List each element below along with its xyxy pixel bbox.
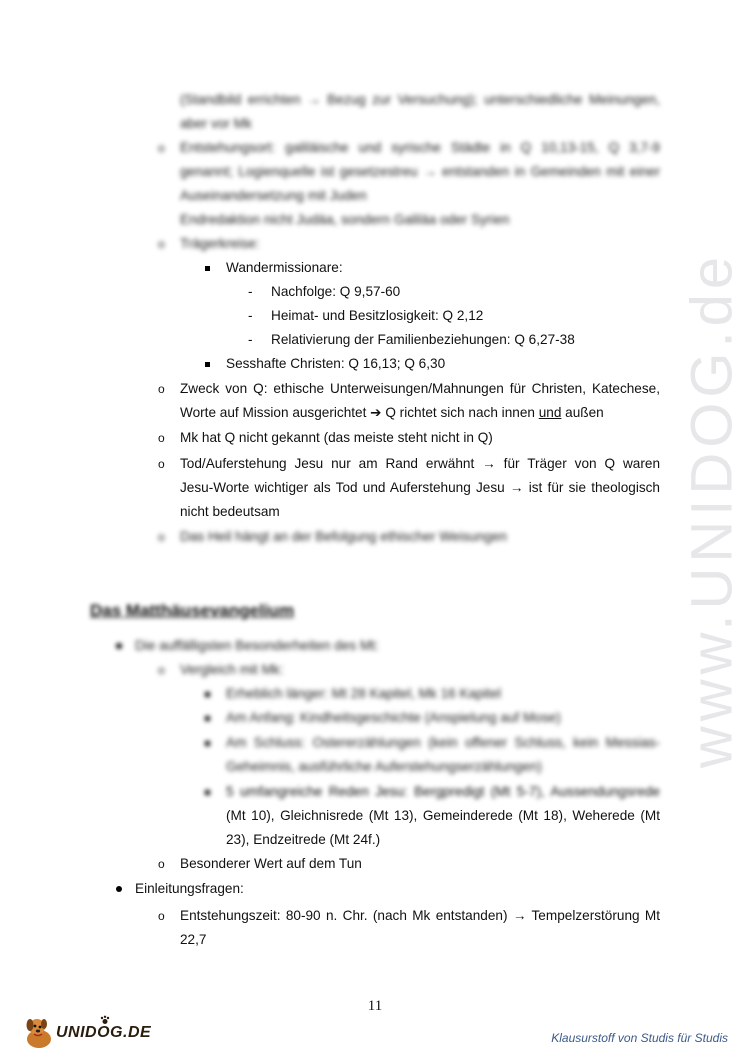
blurred-line: genannt; Logienquelle ist gesetzestreu → entstanden in Gemeinden mit einer	[180, 164, 660, 179]
arrow-icon: ➔	[370, 405, 382, 420]
paragraph-line: Besonderer Wert auf dem Tun	[180, 856, 362, 871]
paragraph-line: 22,7	[180, 932, 207, 947]
list-marker-bullet	[116, 643, 122, 649]
list-item-text: Relativierung der Familienbeziehungen: Q 6,27-38	[271, 332, 575, 347]
blurred-line: Am Schluss: Ostererzählungen (kein offener Schluss, kein Messias-	[226, 735, 660, 750]
list-marker-dash: -	[248, 308, 253, 323]
paragraph-line: Einleitungsfragen:	[135, 881, 244, 896]
list-marker-square	[205, 716, 210, 721]
list-marker-square	[205, 266, 210, 271]
list-item-text: Wandermissionare:	[226, 260, 343, 275]
list-marker-dash: -	[248, 332, 253, 347]
blurred-line: Entstehungsort: galiläische und syrische Städte in Q 10,13-15, Q 3,7-9	[180, 140, 660, 155]
blurred-line: Das Heil hängt an der Befolgung ethischer Weisungen	[180, 529, 507, 544]
page-number: 11	[367, 998, 383, 1014]
footer-tagline: Klausurstoff von Studis für Studis	[551, 1031, 728, 1045]
list-marker-circle: o	[158, 141, 165, 155]
blurred-line: Erheblich länger: Mt 28 Kapitel, Mk 16 Kapitel	[226, 686, 502, 701]
list-marker-circle: o	[158, 431, 165, 445]
blurred-line: (Standbild errichten → Bezug zur Versuchung); unterschiedliche Meinungen,	[180, 92, 660, 107]
list-item-text: Nachfolge: Q 9,57-60	[271, 284, 401, 299]
blurred-line: Geheimnis, ausführliche Auferstehungserzählungen)	[226, 759, 542, 774]
list-item-text: Sesshafte Christen: Q 16,13; Q 6,30	[226, 356, 446, 371]
paragraph-line: (Mt 10), Gleichnisrede (Mt 13), Gemeinderede (Mt 18), Weherede (Mt	[226, 808, 660, 823]
blurred-line: Trägerkreise:	[180, 236, 260, 251]
paragraph-line: Worte auf Mission ausgerichtet ➔ Q richtet sich nach innen und außen	[180, 405, 604, 420]
paragraph-line: 23), Endzeitrede (Mt 24f.)	[226, 832, 381, 847]
list-marker-circle: o	[158, 457, 165, 471]
paragraph-line: Jesu-Worte wichtiger als Tod und Auferstehung Jesu → ist für sie theologisch	[180, 480, 660, 495]
blurred-line: 5 umfangreiche Reden Jesu: Bergpredigt (Mt 5-7), Aussendungsrede	[226, 784, 660, 799]
blurred-line: Vergleich mit Mk:	[180, 662, 284, 677]
blurred-line: aber vor Mk	[180, 116, 252, 131]
list-marker-circle: o	[158, 382, 165, 396]
dog-icon	[22, 1015, 56, 1051]
blurred-line: Die auffälligsten Besonderheiten des Mt:	[135, 638, 379, 653]
logo-text: UNIDOG.DE	[56, 1024, 152, 1041]
unidog-logo[interactable]	[22, 1015, 157, 1053]
list-marker-circle: o	[158, 909, 165, 923]
paragraph-line: Entstehungszeit: 80-90 n. Chr. (nach Mk entstanden) → Tempelzerstörung Mt	[180, 908, 660, 923]
list-marker-square	[205, 741, 210, 746]
list-marker-circle: o	[158, 857, 165, 871]
list-marker-bullet	[116, 886, 122, 892]
paragraph-line: Mk hat Q nicht gekannt (das meiste steht nicht in Q)	[180, 430, 493, 445]
paragraph-line: Tod/Auferstehung Jesu nur am Rand erwähnt → für Träger von Q waren	[180, 456, 660, 471]
blurred-line: Am Anfang: Kindheitsgeschichte (Anspielung auf Mose)	[226, 710, 561, 725]
list-marker-dash: -	[248, 284, 253, 299]
list-marker-circle: o	[158, 237, 165, 251]
list-marker-square	[205, 362, 210, 367]
blurred-line: Auseinandersetzung mit Juden	[180, 188, 367, 203]
list-marker-square	[205, 790, 210, 795]
list-marker-circle: o	[158, 530, 165, 544]
paragraph-line: nicht bedeutsam	[180, 504, 280, 519]
list-marker-square	[205, 692, 210, 697]
blurred-line: Endredaktion nicht Judäa, sondern Galiläa oder Syrien	[180, 212, 510, 227]
list-item-text: Heimat- und Besitzlosigkeit: Q 2,12	[271, 308, 484, 323]
watermark-text: www.UNIDOG.de	[679, 251, 745, 769]
section-heading: Das Matthäusevangelium	[90, 601, 295, 620]
paragraph-line: Zweck von Q: ethische Unterweisungen/Mahnungen für Christen, Katechese,	[180, 381, 660, 396]
list-marker-circle: o	[158, 663, 165, 677]
